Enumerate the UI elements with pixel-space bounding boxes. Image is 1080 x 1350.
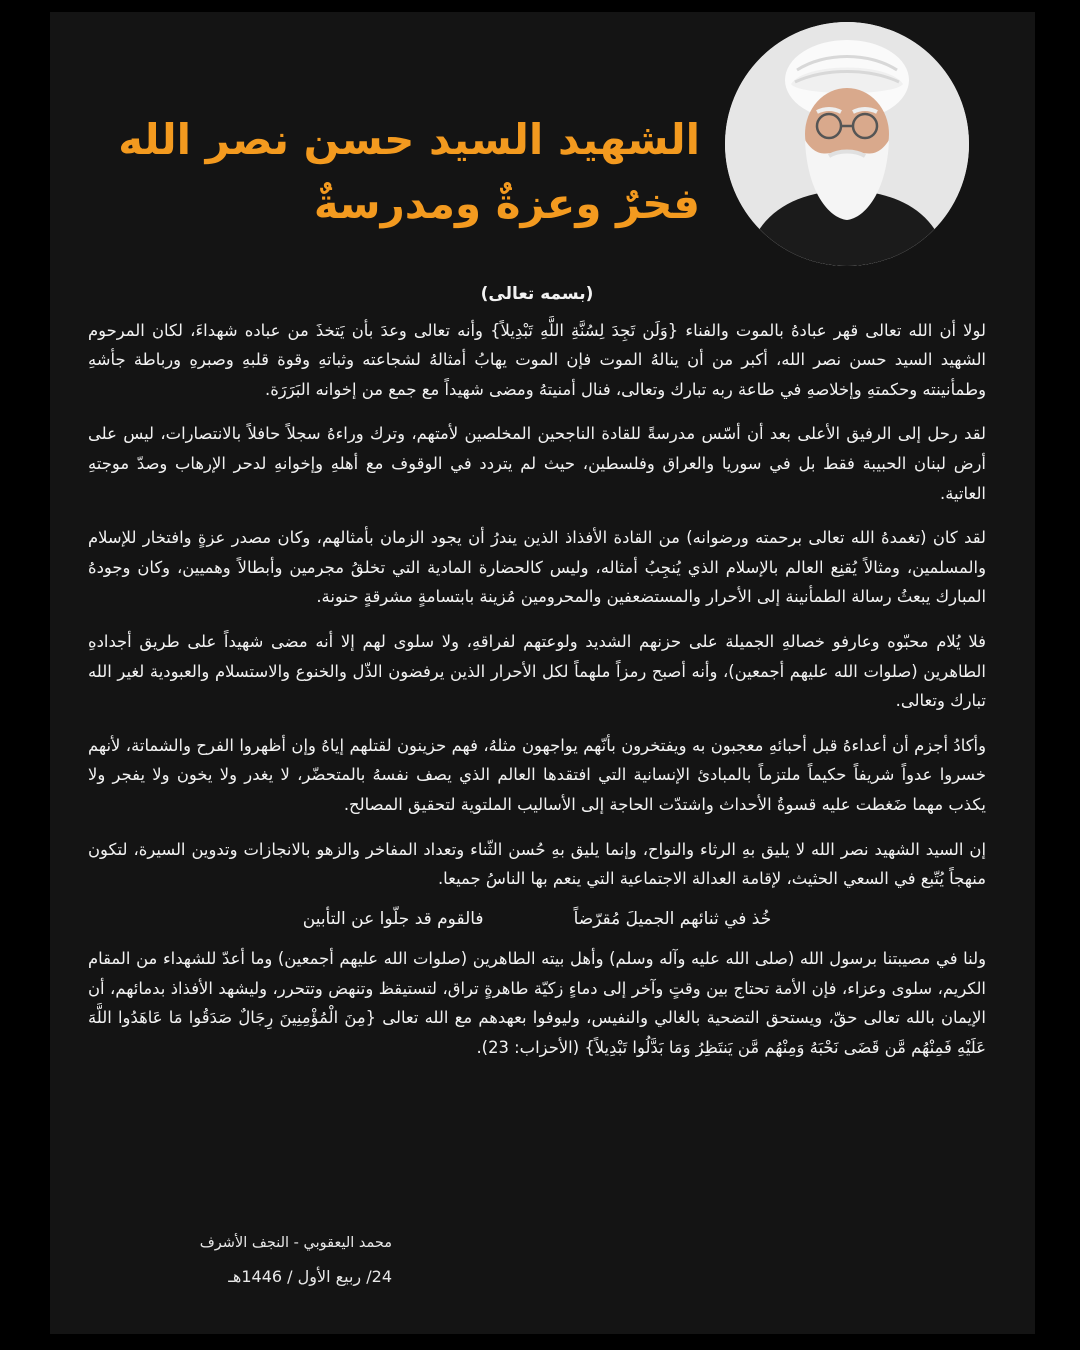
paragraph-3: لقد كان (تغمدهُ الله تعالى برحمته ورضوانه) من القادة الأفذاذ الذين يندرُ أن يجود الزمان بأمثالهم، وكان مصدر عزةٍ وافتخار للإسلام والمسلمين، ومثالاً يُقنِع العالم بالإسلام الذي يُنجِبُ أمثاله، وليس كالحضارة المادية التي تخلقُ مجرمين وأبطالاً وهميين، وكان وجودهُ المبارك يبعثُ رسالة الطمأنينة إلى الأحرار والمستضعفين والمحرومين مُزينة بابتسامةٍ مشرقةٍ حنونة. (88, 528, 986, 607)
poetry-verse (88, 905, 986, 935)
paragraph-2: لقد رحل إلى الرفيق الأعلى بعد أن أسّس مدرسةً للقادة الناجحين المخلصين لأمتهم، وترك وراءهُ سجلاً حافلاً بالانتصارات، ليس على أرض لبنان الحبيبة فقط بل في سوريا والعراق وفلسطين، حيث لم يتردد في الوقوف مع أهلهِ وإخوانهِ لدحر الإرهاب وصدّ موجتهِ العاتية. (88, 424, 986, 503)
signature (92, 1226, 392, 1294)
title-line-2: فخرٌ وعزةٌ ومدرسةٌ (313, 179, 700, 228)
verse-first-hemistich: خُذ في ثنائهم الجميلَ مُقرّضاً (573, 908, 772, 929)
verse-second-hemistich: فالقوم قد جلّوا عن التأبين (302, 908, 484, 929)
basmala: (بسمه تعالى) (480, 284, 594, 304)
title-line-1: الشهيد السيد حسن نصر الله (118, 115, 700, 164)
signature-name: محمد اليعقوبي - النجف الأشرف (199, 1235, 392, 1251)
paragraph-6: إن السيد الشهيد نصر الله لا يليق بهِ الرثاء والنواح، وإنما يليق بهِ حُسن الثّناء وتعداد المفاخر والزهو بالانجازات وتدوين السيرة، لتكون منهجاً يُتّبع في السعي الحثيث، لإقامة العدالة الاجتماعية التي ينعم بها الناسُ جميعا. (88, 839, 986, 889)
paragraph-5: وأكادُ أجزم أن أعداءهُ قبل أحبائهِ معجبون به ويفتخرون بأنّهم يواجهون مثلهُ، فهم حزينون لقتلهم إياهُ وإن أظهروا الفرح والشماتة، لأنهم خسروا عدواً شريفاً حكيماً ملتزماً بالمبادئ الإنسانية التي افتقدها العالم الذي يصف نفسهُ بالمتحضّر، لا يغدر ولا يخون ولا يفجر ولا يكذب مهما ضَغطت عليه قسوةُ الأحداث واشتدّت الحاجة إلى الأساليب الملتوية لتحقيق المصالح. (88, 735, 986, 814)
closing-paragraph: ولنا في مصيبتنا برسول الله (صلى الله عليه وآله وسلم) وأهل بيته الطاهرين (صلوات الله عليهم أجمعين) وما أعدّ للشهداء من المقام الكريم، سلوى وعزاء، فإن الأمة تحتاج بين وقتٍ وآخر إلى دماءٍ زكيّة طاهرةٍ تراق، لتستيقظ وتنهض وتتحرر، وليشهد الأفذاذ بدمائهم، أن الإيمان بالله تعالى حقّ، ويستحق التضحية بالغالي والنفيس، وليوفوا بعهدهم مع الله تعالى {مِنَ الْمُؤْمِنِينَ رِجَالٌ صَدَقُوا مَا عَاهَدُوا اللَّهَ عَلَيْهِ فَمِنْهُم مَّن قَضَى نَحْبَهُ وَمِنْهُم مَّن يَنتَظِرُ وَمَا بَدَّلُوا تَبْدِيلاً} (الأحزاب: 23). (88, 949, 986, 1058)
paragraph-4: فلا يُلام محبّوه وعارفو خصالهِ الجميلة على حزنهم الشديد ولوعتهم لفراقهِ، ولا سلوى لهم إلا أنه مضى شهيداً على طريق أجدادهِ الطاهرين (صلوات الله عليهم أجمعين)، وأنه أصبح رمزاً ملهماً لكل الأحرار الذين يرفضون الذّل والخنوع والاستسلام والعبودية لغير الله تبارك وتعالى. (88, 631, 986, 711)
letter-body (88, 280, 986, 1078)
cleric-portrait-icon (725, 22, 969, 266)
signature-date: 24/ ربيع الأول / 1446هـ (228, 1267, 392, 1286)
paragraph-1: لولا أن الله تعالى قهر عبادهُ بالموت والفناء {وَلَن تَجِدَ لِسُنَّةِ اللَّهِ تَبْدِيلاً} وأنه تعالى وعدَ بأن يَتخذَ من عباده شهداءَ، لكان المرحوم الشهيد السيد حسن نصر الله، أكبر من أن ينالهُ الموت فإن الموت يهابُ أمثالهُ لشجاعته وثباتهِ وقوة قلبهِ وصبرهِ ورباطة جأشهِ وطمأنينته وحكمتهِ وإخلاصهِ في طاعة ربه تبارك وتعالى، فنال أمنيتهُ ومضى شهيداً مع جمع من إخوانه البَرَرَة. (88, 320, 986, 399)
page-title (60, 108, 700, 236)
